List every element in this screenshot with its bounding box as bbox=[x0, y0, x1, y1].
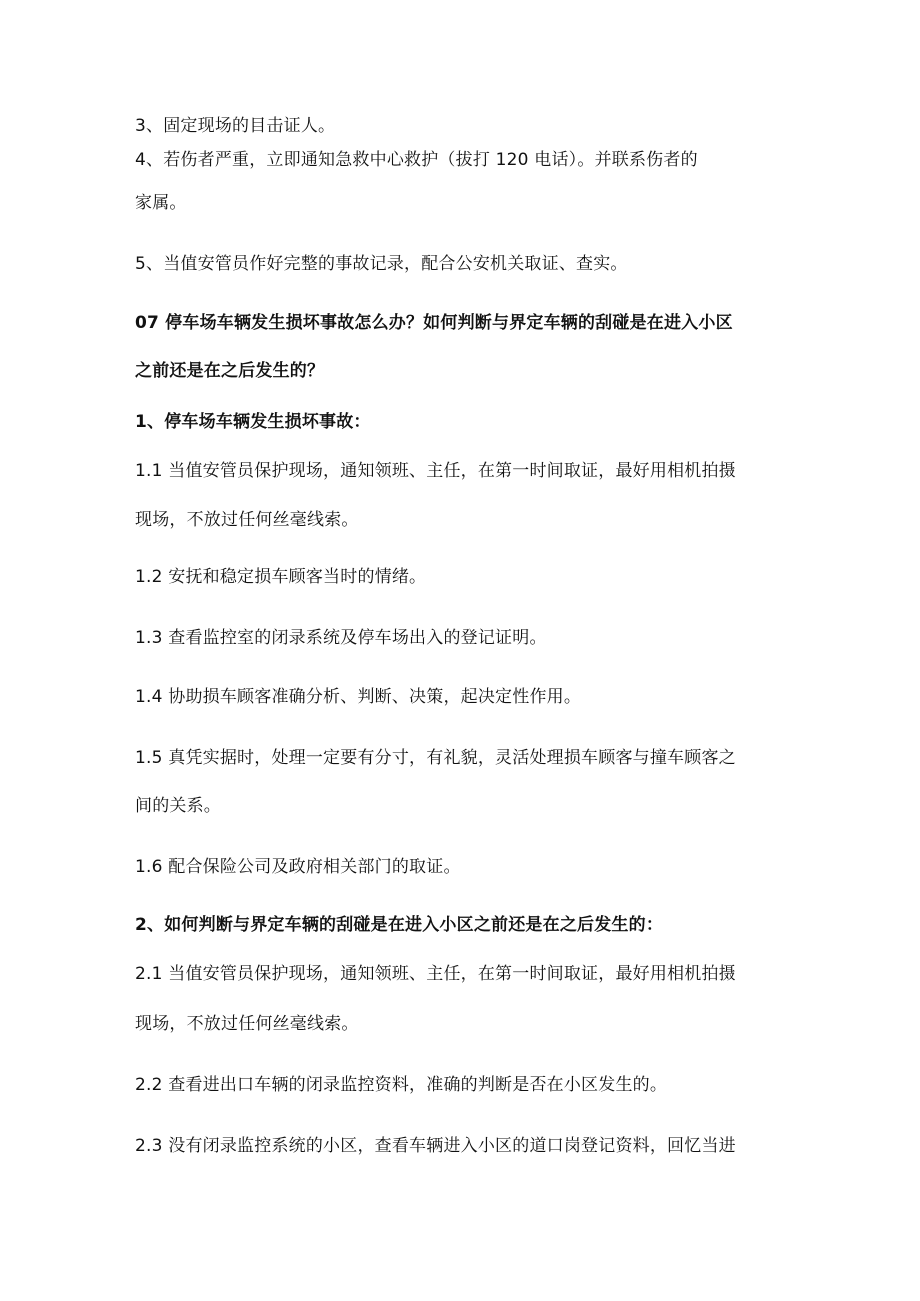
paragraph-line: 4、若伤者严重，立即通知急救中心救护（拔打 120 电话）。并联系伤者的 bbox=[135, 150, 698, 170]
list-item: 2.1 当值安管员保护现场，通知领班、主任，在第一时间取证，最好用相机拍摄 bbox=[135, 964, 736, 984]
list-item: 2.2 查看进出口车辆的闭录监控资料，准确的判断是否在小区发生的。 bbox=[135, 1075, 668, 1095]
list-item: 1.2 安抚和稳定损车顾客当时的情绪。 bbox=[135, 567, 427, 587]
list-item: 1.3 查看监控室的闭录系统及停车场出入的登记证明。 bbox=[135, 628, 547, 648]
list-item-continuation: 间的关系。 bbox=[135, 796, 221, 816]
list-item: 2.3 没有闭录监控系统的小区，查看车辆进入小区的道口岗登记资料，回忆当进 bbox=[135, 1136, 736, 1156]
list-item: 1.6 配合保险公司及政府相关部门的取证。 bbox=[135, 857, 461, 877]
subsection-heading: 1、停车场车辆发生损坏事故： bbox=[135, 412, 371, 432]
list-item-continuation: 现场，不放过任何丝毫线索。 bbox=[135, 510, 359, 530]
list-item: 1.1 当值安管员保护现场，通知领班、主任，在第一时间取证，最好用相机拍摄 bbox=[135, 461, 736, 481]
paragraph-line: 5、当值安管员作好完整的事故记录，配合公安机关取证、查实。 bbox=[135, 254, 628, 274]
section-heading: 07 停车场车辆发生损坏事故怎么办？如何判断与界定车辆的刮碰是在进入小区 bbox=[135, 313, 733, 333]
section-heading: 之前还是在之后发生的？ bbox=[135, 361, 325, 381]
paragraph-line: 3、固定现场的目击证人。 bbox=[135, 116, 336, 136]
paragraph-line: 家属。 bbox=[135, 193, 187, 213]
subsection-heading: 2、如何判断与界定车辆的刮碰是在进入小区之前还是在之后发生的： bbox=[135, 915, 664, 935]
list-item: 1.4 协助损车顾客准确分析、判断、决策，起决定性作用。 bbox=[135, 687, 582, 707]
list-item-continuation: 现场，不放过任何丝毫线索。 bbox=[135, 1014, 359, 1034]
list-item: 1.5 真凭实据时，处理一定要有分寸，有礼貌，灵活处理损车顾客与撞车顾客之 bbox=[135, 748, 736, 768]
